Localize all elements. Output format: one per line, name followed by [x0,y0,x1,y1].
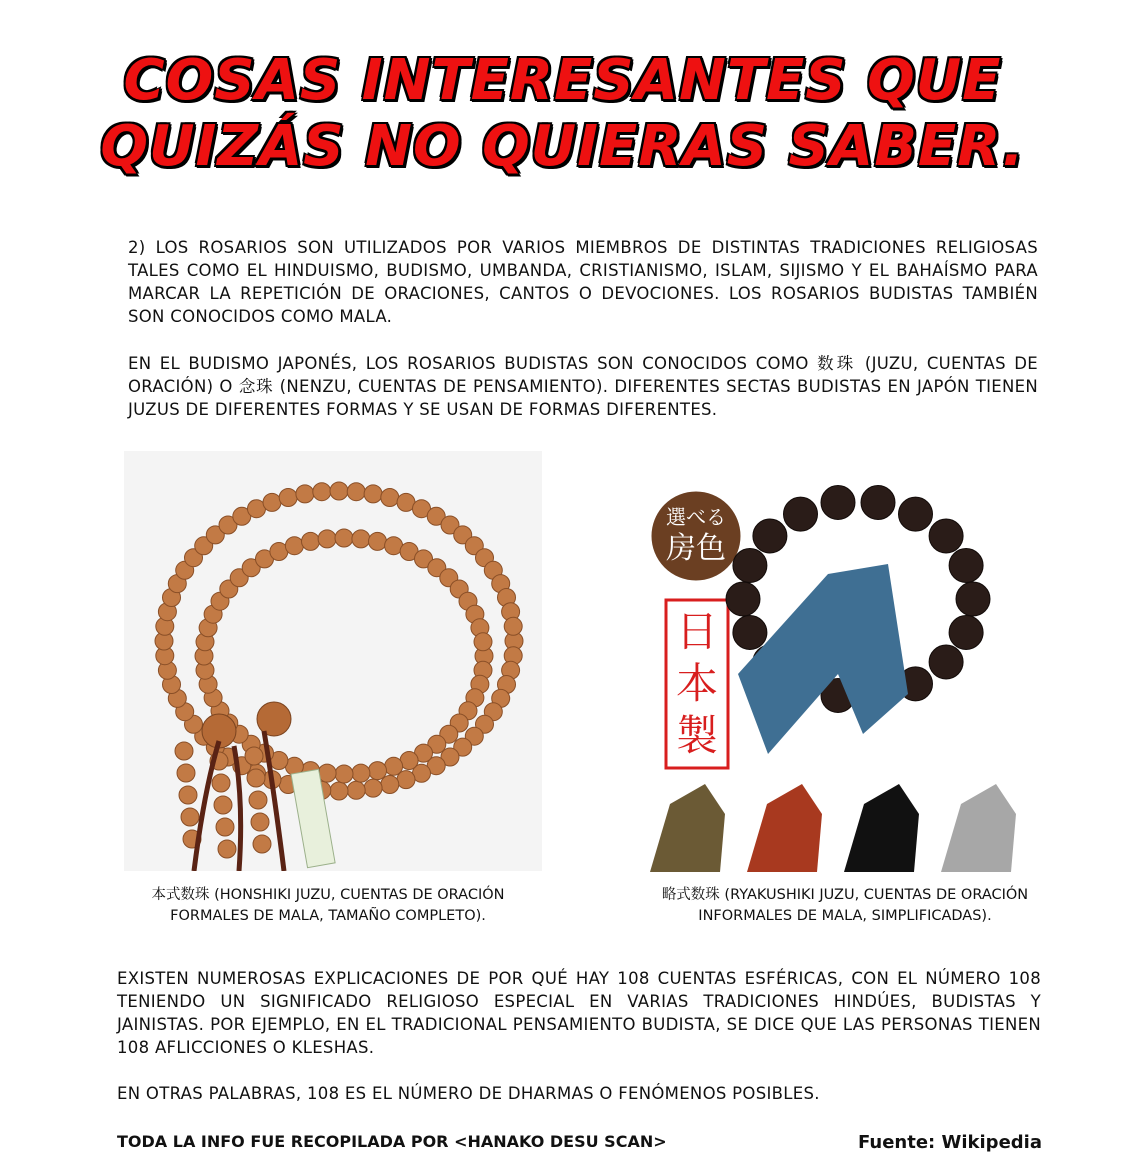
dark-bead [726,582,760,616]
badge-line-1: 選べる [666,505,726,529]
dark-rosary-illustration [648,484,1038,876]
strand-bead [245,747,263,765]
dark-bead [784,497,818,531]
bead [347,483,365,501]
title-line-2: QUIZÁS NO QUIERAS SABER. [100,114,1025,179]
honshiki-juzu-photo [124,451,542,871]
dark-bead [929,519,963,553]
bead [474,633,492,651]
title-line-1: COSAS INTERESANTES QUE [123,48,1002,113]
choose-color-badge [650,490,742,582]
bead [279,489,297,507]
bead [335,529,353,547]
bead [330,782,348,800]
made-in-japan-seal [666,600,728,768]
bead [285,537,303,555]
strand-bead [177,764,195,782]
dark-bead [861,486,895,520]
strand-bead [249,791,267,809]
bead [381,489,399,507]
intro-paragraph: 2) LOS ROSARIOS SON UTILIZADOS POR VARIOS MIEMBROS DE DISTINTAS TRADICIONES RELIGIOSAS TALES COMO EL HINDUISMO, BUDISMO, UMBANDA, CRISTIANISMO, ISLAM, SIJISMO Y EL BAHAÍSMO PARA MARCAR LA REPETICIÓN DE ORACIONES, CANTOS O DEVOCIONES. LOS ROSARIOS BUDISTAS TAMBIÉN SON CONOCIDOS COMO MALA. [128,238,1038,326]
dharmas-paragraph: EN OTRAS PALABRAS, 108 ES EL NÚMERO DE DHARMAS O FENÓMENOS POSIBLES. [117,1084,820,1103]
dark-bead [949,549,983,583]
svg-text:本: 本 [675,659,719,708]
dark-bead [949,616,983,650]
bead [313,483,331,501]
bead [352,764,370,782]
dark-bead [733,616,767,650]
strand-bead [251,813,269,831]
bead [369,532,387,550]
japanese-buddhism-paragraph: EN EL BUDISMO JAPONÉS, LOS ROSARIOS BUDISTAS SON CONOCIDOS COMO 数珠 (JUZU, CUENTAS DE ORACIÓN) O 念珠 (NENZU, CUENTAS DE PENSAMIENTO). DIFERENTES SECTAS BUDISTAS EN JAPÓN TIENEN JUZUS DE DIFERENTES FORMAS Y SE USAN DE FORMAS DIFERENTES. [128,354,1038,419]
bead [347,781,365,799]
dark-bead [733,549,767,583]
large-bead [257,702,291,736]
strand-bead [212,774,230,792]
wooden-rosary-illustration [124,451,542,871]
strand-bead [214,796,232,814]
bead [364,779,382,797]
dark-bead [929,645,963,679]
bead [369,762,387,780]
beads-108-paragraph: EXISTEN NUMEROSAS EXPLICACIONES DE POR QUÉ HAY 108 CUENTAS ESFÉRICAS, CON EL NÚMERO 108 TENIENDO UN SIGNIFICADO RELIGIOSO ESPECIAL EN VARIAS TRADICIONES HINDÚES, BUDISTAS Y JAINISTAS. POR EJEMPLO, EN EL TRADICIONAL PENSAMIENTO BUDISTA, SE DICE QUE LAS PERSONAS TIENEN 108 AFLICCIONES O KLESHAS. [117,969,1041,1057]
dark-bead [956,582,990,616]
bead [385,757,403,775]
tassel-color-swatches [650,778,1034,872]
strand-bead [253,835,271,853]
bead [296,485,314,503]
dark-bead [821,486,855,520]
bead [318,530,336,548]
svg-text:製: 製 [675,711,719,760]
bead [335,765,353,783]
dark-bead [753,519,787,553]
source-text: Fuente: Wikipedia [858,1132,1042,1153]
bead [364,485,382,503]
honshiki-caption: 本式数珠 (HONSHIKI JUZU, CUENTAS DE ORACIÓN FORMALES DE MALA, TAMAÑO COMPLETO). [151,887,505,924]
bead [381,776,399,794]
bead [302,532,320,550]
strand-bead [175,742,193,760]
credit-text: TODA LA INFO FUE RECOPILADA POR <HANAKO DESU SCAN> [117,1132,667,1151]
bead [504,617,522,635]
svg-text:日: 日 [675,607,719,656]
ryakushiki-juzu-photo [648,484,1038,876]
strand-bead [181,808,199,826]
strand-bead [247,769,265,787]
strand-bead [179,786,197,804]
strand-bead [216,818,234,836]
bead [330,482,348,500]
dark-bead [899,497,933,531]
bead [352,530,370,548]
strand-bead [218,840,236,858]
badge-line-2: 房色 [666,531,726,566]
blue-tassel [738,564,908,754]
ryakushiki-caption: 略式数珠 (RYAKUSHIKI JUZU, CUENTAS DE ORACIÓN INFORMALES DE MALA, SIMPLIFICADAS). [661,887,1029,924]
bead [263,493,281,511]
page-title [0,48,1125,180]
